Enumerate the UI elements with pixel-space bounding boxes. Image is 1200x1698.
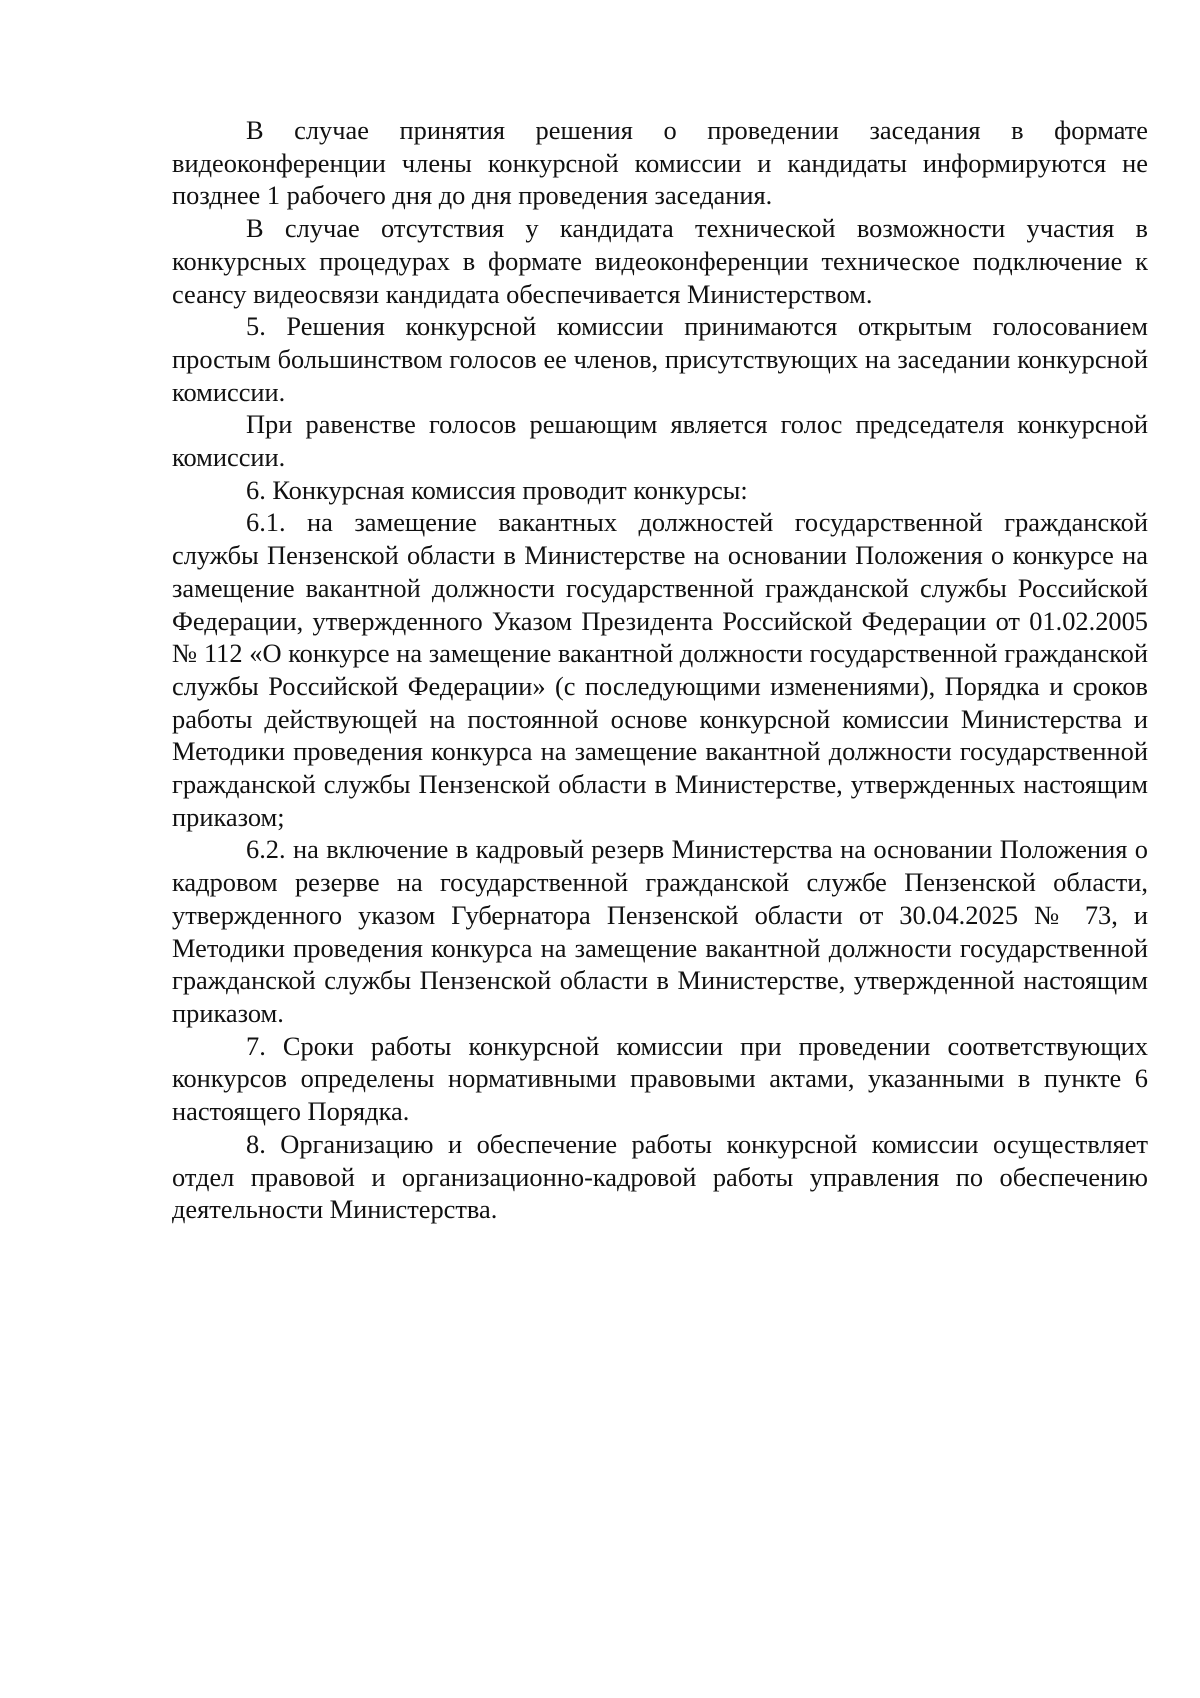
- paragraph-item-7-terms: 7. Сроки работы конкурсной комиссии при проведении соответствующих конкурсов определены нормативными правовыми актами, указанными в пункте 6 настоящего Порядка.: [172, 1030, 1148, 1127]
- paragraph-videoconference-notice: В случае принятия решения о проведении заседания в формате видеоконференции члены конкурсной комиссии и кандидаты информируются не позднее 1 рабочего дня до дня проведения заседания.: [172, 115, 1148, 211]
- document-body: [172, 114, 1148, 1226]
- paragraph-technical-connection: В случае отсутствия у кандидата технической возможности участия в конкурсных процедурах в формате видеоконференции техническое подключение к сеансу видеосвязи кандидата обеспечивается Министерством.: [172, 213, 1148, 309]
- paragraph-item-8-organization: 8. Организацию и обеспечение работы конкурсной комиссии осуществляет отдел правовой и организационно-кадровой работы управления по обеспечению деятельности Министерства.: [172, 1128, 1148, 1225]
- paragraph-tie-vote: При равенстве голосов решающим является голос председателя конкурсной комиссии.: [172, 409, 1148, 473]
- paragraph-item-6-competitions: 6. Конкурсная комиссия проводит конкурсы:: [246, 474, 748, 505]
- paragraph-item-6-1: 6.1. на замещение вакантных должностей государственной гражданской службы Пензенской области в Министерстве на основании Положения о конкурсе на замещение вакантной должности государственной гражданской службы Российской Федерации, утвержденного Указом Президента Российской Федерации от 01.02.2005 № 112 «О конкурсе на замещение вакантной должности государственной гражданской службы Российской Федерации» (с последующими изменениями), Порядка и сроков работы действующей на постоянной основе конкурсной комиссии Министерства и Методики проведения конкурса на замещение вакантной должности государственной гражданской службы Пензенской области в Министерстве, утвержденных настоящим приказом;: [172, 507, 1148, 832]
- paragraph-item-5-decisions: 5. Решения конкурсной комиссии принимаются открытым голосованием простым большинством голосов ее членов, присутствующих на заседании конкурсной комиссии.: [172, 311, 1148, 407]
- paragraph-item-6-2: 6.2. на включение в кадровый резерв Министерства на основании Положения о кадровом резерве на государственной гражданской службе Пензенской области, утвержденного указом Губернатора Пензенской области от 30.04.2025 № 73, и Методики проведения конкурса на замещение вакантной должности государственной гражданской службы Пензенской области в Министерстве, утвержденной настоящим приказом.: [172, 834, 1148, 1028]
